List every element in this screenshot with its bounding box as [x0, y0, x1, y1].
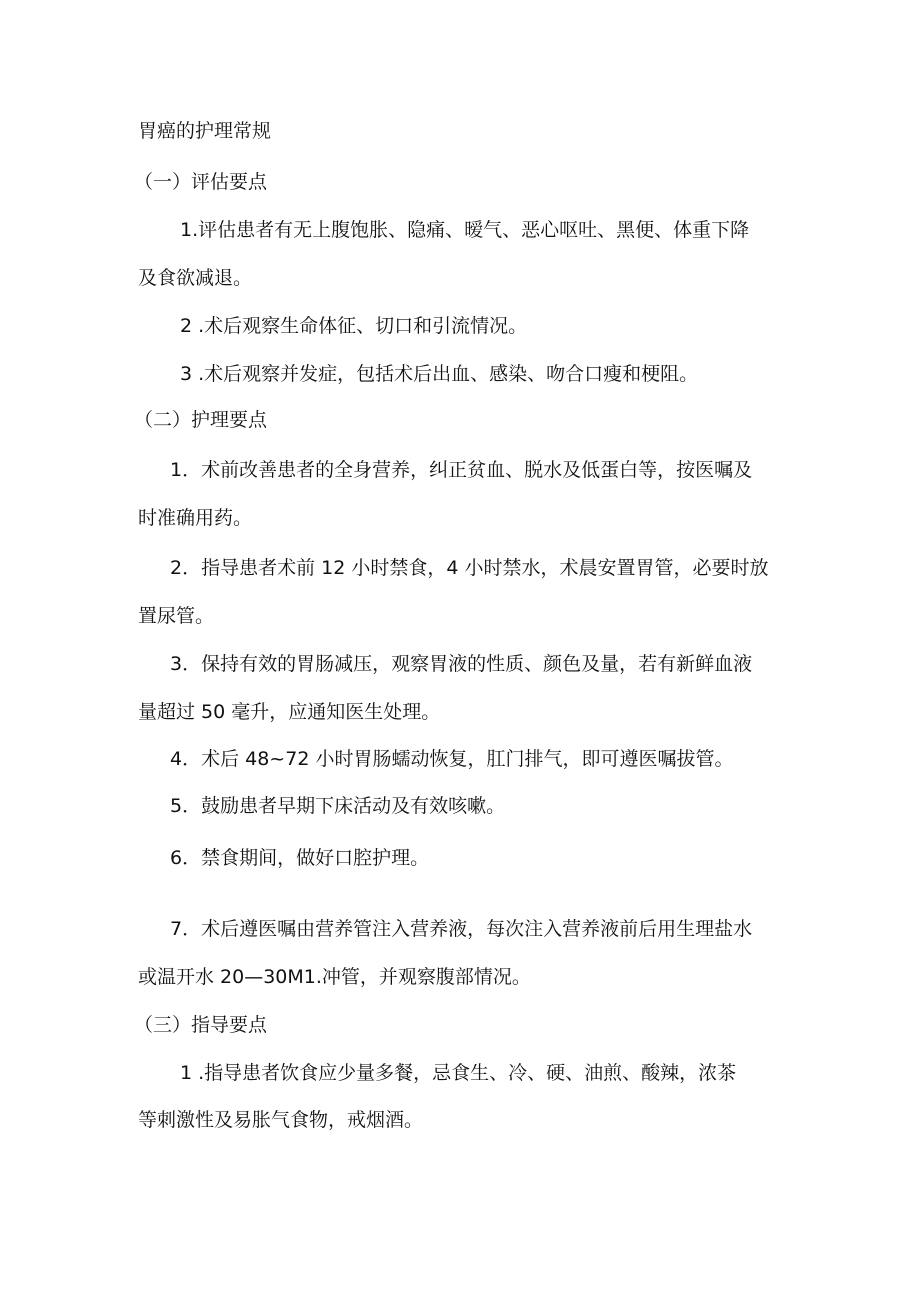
assessment-item-2: 2 .术后观察生命体征、切口和引流情况。 — [180, 315, 528, 337]
section-heading-nursing: （二）护理要点 — [134, 409, 268, 431]
nursing-item-2-line-1: 2．指导患者术前 12 小时禁食，4 小时禁水，术晨安置胃管，必要时放 — [170, 557, 769, 579]
guidance-item-1-line-2: 等刺激性及易胀气食物，戒烟酒。 — [138, 1109, 424, 1131]
section-heading-guidance: （三）指导要点 — [134, 1014, 268, 1036]
nursing-item-1-line-2: 时准确用药。 — [138, 507, 253, 529]
nursing-item-5: 5．鼓励患者早期下床活动及有效咳嗽。 — [170, 795, 506, 817]
nursing-item-3-line-2: 量超过 50 毫升，应通知医生处理。 — [138, 701, 441, 723]
nursing-item-1-line-1: 1．术前改善患者的全身营养，纠正贫血、脱水及低蛋白等，按医嘱及 — [170, 459, 753, 481]
nursing-item-4: 4．术后 48~72 小时胃肠蠕动恢复，肛门排气，即可遵医嘱拔管。 — [170, 748, 734, 770]
section-heading-assessment: （一）评估要点 — [134, 171, 268, 193]
nursing-item-7-line-1: 7．术后遵医嘱由营养管注入营养液，每次注入营养液前后用生理盐水 — [170, 918, 753, 940]
assessment-item-3: 3 .术后观察并发症，包括术后出血、感染、吻合口瘦和梗阻。 — [180, 363, 699, 385]
nursing-item-3-line-1: 3．保持有效的胃肠减压，观察胃液的性质、颜色及量，若有新鲜血液 — [170, 653, 753, 675]
nursing-item-2-line-2: 置尿管。 — [138, 605, 215, 627]
nursing-item-6: 6．禁食期间，做好口腔护理。 — [170, 847, 430, 869]
nursing-item-7-line-2: 或温开水 20—30M1.冲管，并观察腹部情况。 — [138, 966, 531, 988]
assessment-item-1-line-1: 1.评估患者有无上腹饱胀、隐痛、暧气、恶心呕吐、黑便、体重下降 — [180, 219, 750, 241]
assessment-item-1-line-2: 及食欲减退。 — [138, 267, 253, 289]
guidance-item-1-line-1: 1 .指导患者饮食应少量多餐，忌食生、冷、硬、油煎、酸辣，浓茶 — [180, 1062, 737, 1084]
document-title: 胃癌的护理常规 — [138, 120, 272, 142]
